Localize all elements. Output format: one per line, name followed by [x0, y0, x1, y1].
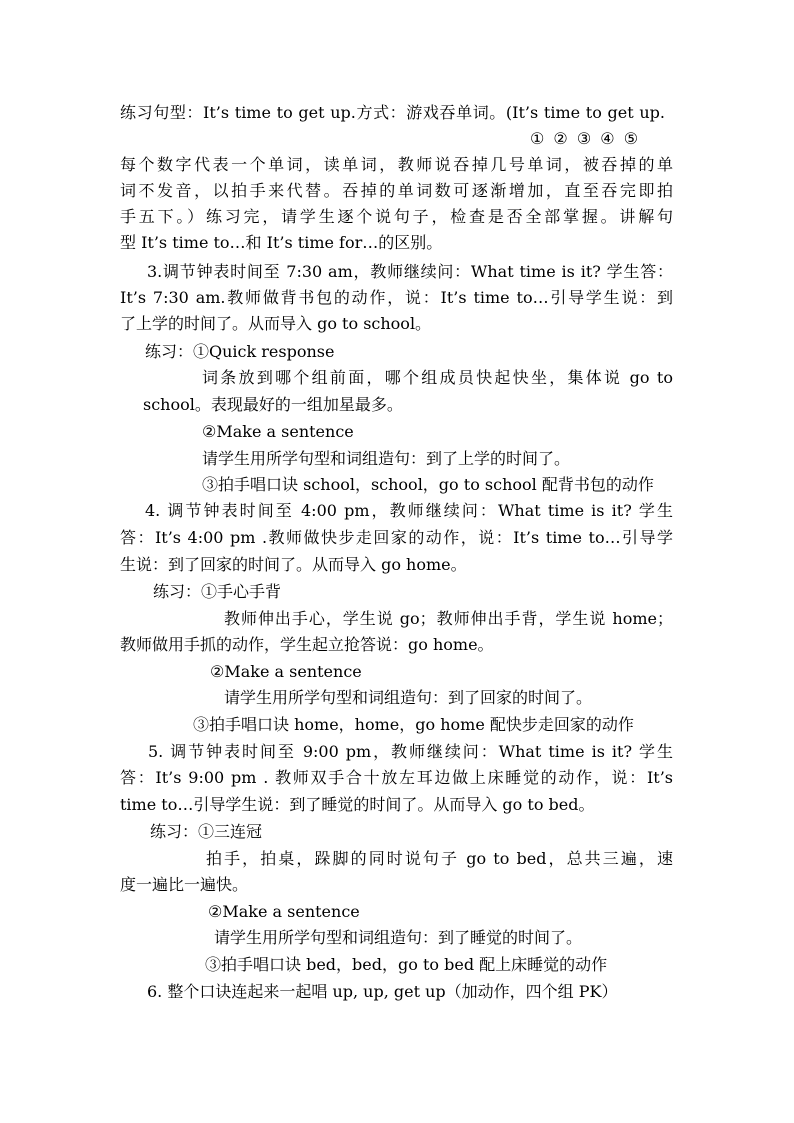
text-line-5: 手五下。）练习完，请学生逐个说句子，检查是否全部掌握。讲解句 [120, 207, 673, 226]
step-4-line-2: 答：It’s 4:00 pm .教师做快步走回家的动作，说：It’s time to…引导学 [120, 528, 673, 547]
practice-3-line-2: school。表现最好的一组加星最多。 [143, 395, 403, 414]
practice-5-item-2-text: 请学生用所学句型和词组造句：到了睡觉的时间了。 [214, 928, 583, 947]
step-5-line-1: 5. 调节钟表时间至 9:00 pm，教师继续问：What time is it? 学生 [148, 742, 673, 761]
practice-3-item-2-text: 请学生用所学句型和词组造句：到了上学的时间了。 [202, 449, 571, 468]
practice-5-line-1: 拍手，拍桌，跺脚的同时说句子 go to bed，总共三遍，速 [206, 849, 673, 868]
number-markers: ① ② ③ ④ ⑤ [530, 129, 639, 148]
step-6-line-1: 6. 整个口诀连起来一起唱 up, up, get up（加动作，四个组 PK） [147, 982, 618, 1001]
practice-5-line-2: 度一遍比一遍快。 [120, 875, 249, 894]
practice-4-item-3: ③拍手唱口诀 home，home，go home 配快步走回家的动作 [193, 715, 634, 734]
text-line-6: 型 It’s time to…和 It’s time for…的区别。 [120, 233, 443, 252]
step-4-line-3: 生说：到了回家的时间了。从而导入 go home。 [120, 555, 467, 574]
step-5-line-3: time to…引导学生说：到了睡觉的时间了。从而导入 go to bed。 [120, 795, 595, 814]
practice-4-line-2: 教师做用手抓的动作，学生起立抢答说：go home。 [120, 635, 494, 654]
text-line-1: 练习句型：It’s time to get up.方式：游戏吞单词。(It’s time to get up. [120, 103, 665, 122]
text-line-4: 词不发音，以拍手来代替。吞掉的单词数可逐渐增加，直至吞完即拍 [120, 181, 673, 200]
practice-4-item-2-text: 请学生用所学句型和词组造句：到了回家的时间了。 [224, 688, 593, 707]
practice-3-line-1: 词条放到哪个组前面，哪个组成员快起快坐，集体说 go to [202, 368, 673, 387]
practice-heading-5: 练习：①三连冠 [150, 822, 263, 841]
practice-3-item-2: ②Make a sentence [202, 422, 354, 441]
practice-5-item-3: ③拍手唱口诀 bed，bed，go to bed 配上床睡觉的动作 [205, 955, 608, 974]
practice-heading-4: 练习：①手心手背 [153, 582, 282, 601]
practice-4-line-1: 教师伸出手心，学生说 go；教师伸出手背，学生说 home； [224, 609, 673, 628]
practice-4-item-2: ②Make a sentence [210, 662, 362, 681]
practice-3-item-3: ③拍手唱口诀 school，school，go to school 配背书包的动作 [202, 475, 654, 494]
step-5-line-2: 答：It’s 9:00 pm . 教师双手合十放左耳边做上床睡觉的动作，说：It’s [120, 768, 673, 787]
step-3-line-2: It’s 7:30 am.教师做背书包的动作，说：It’s time to…引导学生说：到 [120, 288, 673, 307]
practice-heading-3: 练习：①Quick response [145, 342, 335, 361]
text-line-3: 每个数字代表一个单词，读单词，教师说吞掉几号单词，被吞掉的单 [120, 155, 673, 174]
step-3-line-1: 3.调节钟表时间至 7:30 am，教师继续问：What time is it? 学生答： [147, 262, 673, 281]
step-4-line-1: 4. 调节钟表时间至 4:00 pm，教师继续问：What time is it? 学生 [145, 501, 673, 520]
step-3-line-3: 了上学的时间了。从而导入 go to school。 [120, 314, 432, 333]
practice-5-item-2: ②Make a sentence [208, 902, 360, 921]
